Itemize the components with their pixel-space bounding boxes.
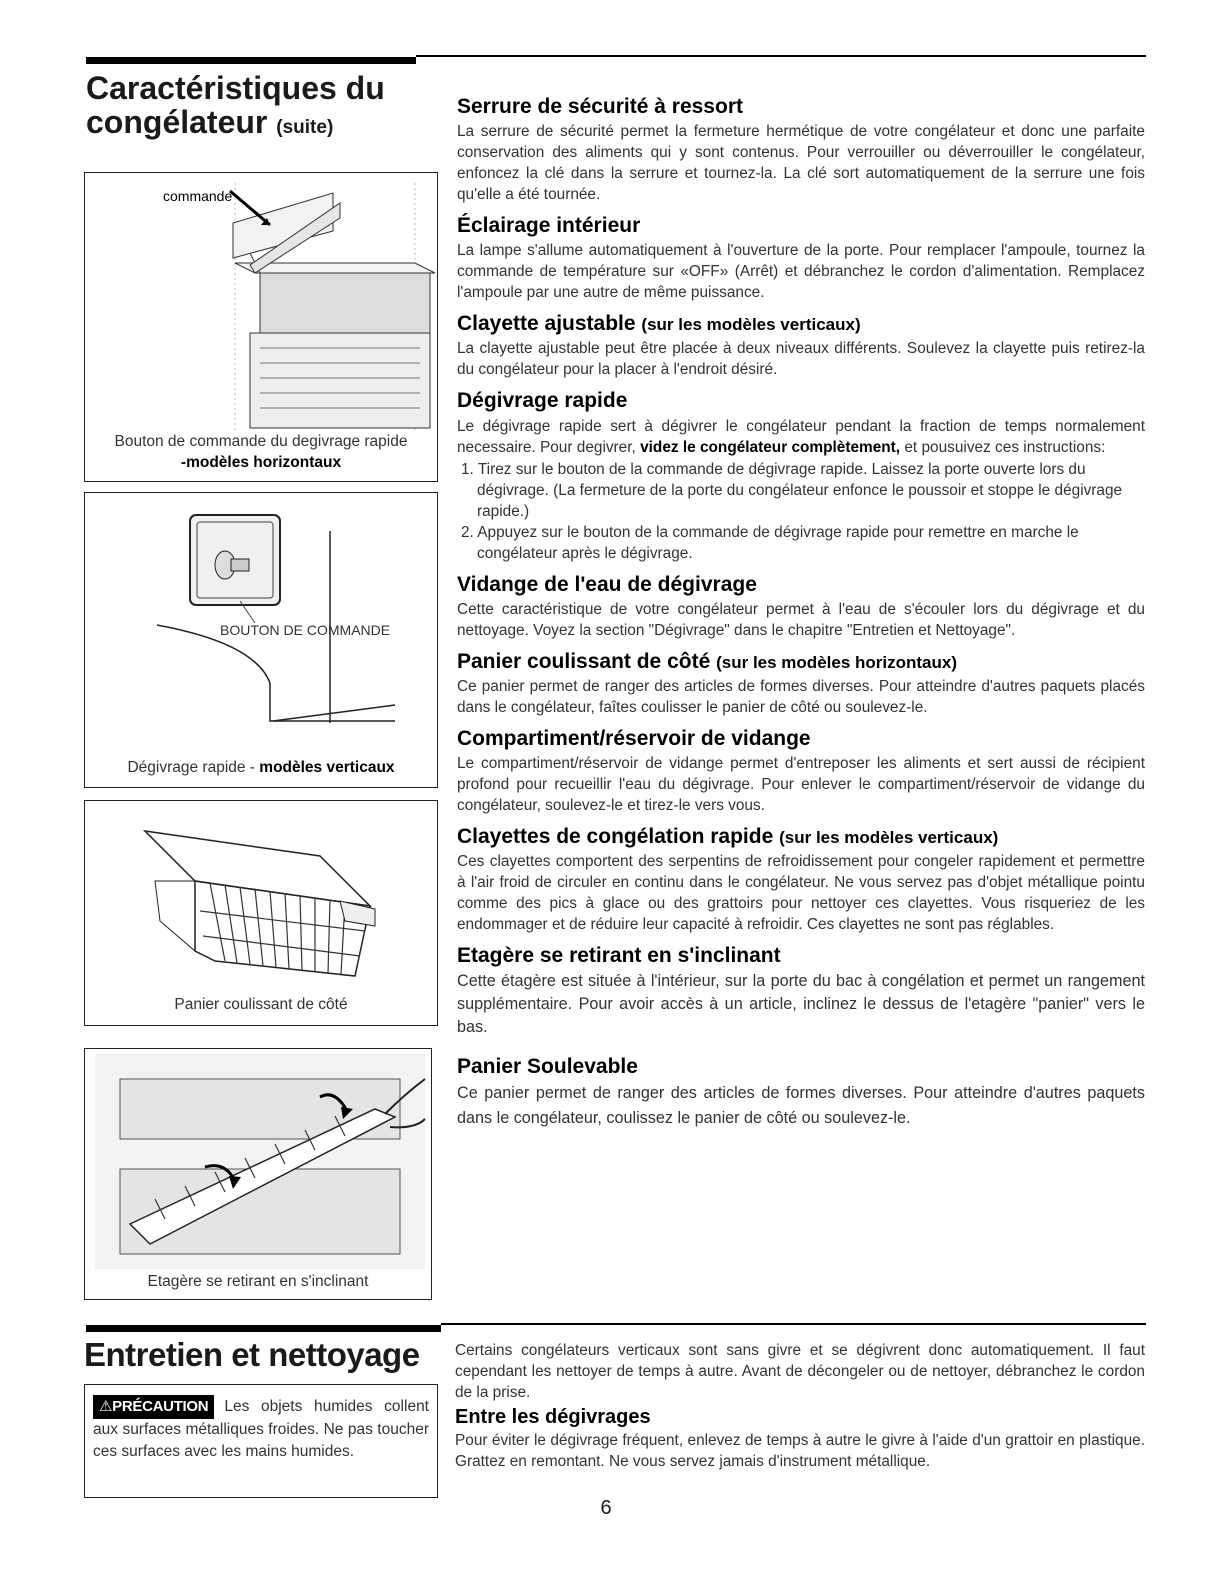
- feature-serrure: [457, 95, 1145, 205]
- figure-chest-freezer: [84, 172, 438, 482]
- page-number: 6: [600, 1497, 612, 1519]
- feature-text: La lampe s'allume automatiquement à l'ouverture de la porte. Pour remplacer l'ampoule, tournez la commande de température sur «OFF» (Arrêt) et débranchez le cordon d'alimentation. Remplacez l'ampoule par une autre de même puissance.: [457, 242, 1145, 302]
- caution-badge: ⚠PRÉCAUTION: [93, 1395, 214, 1419]
- header-rule-thick: [86, 57, 416, 64]
- feature-compartiment: [457, 727, 1145, 816]
- feature-title: [457, 312, 1145, 336]
- feature-text: La serrure de sécurité permet la fermeture hermétique de votre congélateur et donc une parfaite conservation des aliments qui y sont contenus. Pour verrouiller ou déverrouiller le congélateur, enfoncez la clé dans la serrure et tournez-la. La clé sort automatiquement de la serrure une fois qu'elle a été tournée.: [457, 123, 1145, 204]
- figure-sliding-basket: [84, 800, 438, 1026]
- sliding-basket-illustration: [85, 801, 437, 991]
- maintenance-column: [455, 1340, 1145, 1472]
- maintenance-title: Entretien et nettoyage: [84, 1336, 420, 1373]
- feature-text: La clayette ajustable peut être placée à deux niveaux différents. Soulevez la clayette puis retirez-la du congélateur pour la placer à l'endroit désiré.: [457, 340, 1145, 379]
- feature-clayette-ajustable: [457, 312, 1145, 380]
- feature-eclairage: [457, 214, 1145, 303]
- section-title-text: Caractéristiques du congélateur: [86, 70, 385, 140]
- section-title-suffix: (suite): [276, 116, 334, 138]
- step-item: 1. Tirez sur le bouton de la commande de dégivrage rapide. Laissez la porte ouverte lors du dégivrage. (La fermeture de la porte du congélateur enfonce le poussoir et stoppe le dégivrage rapide.): [461, 460, 1123, 520]
- feature-title: Serrure de sécurité à ressort: [457, 95, 743, 118]
- fig2-caption-bold: modèles verticaux: [259, 759, 395, 776]
- feature-text: Cette caractéristique de votre congélateur permet à l'eau de s'écouler lors du dégivrage et du nettoyage. Voyez la section "Dégivrage" dans le chapitre "Entretien et Nettoyage".: [457, 600, 1145, 639]
- feature-title-note: (sur les modèles horizontaux): [716, 652, 957, 672]
- features-column: [457, 95, 1145, 1140]
- feature-title: [457, 650, 1145, 674]
- fig4-caption: Etagère se retirant en s'inclinant: [147, 1273, 369, 1290]
- feature-text: Le compartiment/réservoir de vidange permet d'entreposer les aliments et sert aussi de récipient profond pour recueillir l'eau du dégivrage. Pour enlever le compartiment/réservoir de vidange du congélateur, soulevez-le et tirez-le vers vous.: [457, 754, 1145, 814]
- feature-title-note: (sur les modèles verticaux): [641, 315, 861, 335]
- feature-text: Ce panier permet de ranger des articles de formes diverses. Pour atteindre d'autres paquets placés dans le congélateur, faîtes coulisser le panier de côté ou soulevez-le.: [457, 677, 1145, 716]
- feature-title: Compartiment/réservoir de vidange: [457, 726, 811, 750]
- maintenance-subtext: Pour éviter le dégivrage fréquent, enlevez de temps à autre le givre à l'aide d'un grattoir en plastique. Grattez en remontant. Ne vous servez jamais d'instrument métallique.: [455, 1432, 1145, 1470]
- section-title: [86, 72, 426, 139]
- step-item: 2. Appuyez sur le bouton de la commande de dégivrage rapide pour remettre en marche le congélateur après le dégivrage.: [461, 523, 1079, 562]
- feature-clayettes-congelation: [457, 825, 1145, 935]
- maintenance-intro: Certains congélateurs verticaux sont sans givre et se dégivrent donc automatiquement. Il faut cependant les nettoyer de temps à autre. Avant de décongeler ou de nettoyer, débranchez le cordon de la prise.: [455, 1342, 1145, 1401]
- feature-title: Éclairage intérieur: [457, 214, 641, 238]
- maintenance-rule-thin: [441, 1323, 1146, 1325]
- feature-text: Cette étagère est située à l'intérieur, sur la porte du bac à congélation et permet un rangement supplémentaire. Pour avoir accès à un article, inclinez le dessus de l'etagère "panier" vers le bas.: [457, 972, 1145, 1037]
- feature-panier-coulissant: [457, 650, 1145, 718]
- fig1-caption-line2: -modèles horizontaux: [180, 454, 342, 471]
- feature-title: Vidange de l'eau de dégivrage: [457, 572, 757, 596]
- tilting-shelf-illustration: [85, 1049, 431, 1269]
- feature-text-before: Le dégivrage rapide sert à dégivrer le congélateur pendant la fraction de temps normalement necessaire. Pour degivrer,: [457, 417, 1145, 456]
- maintenance-subtitle: Entre les dégivrages: [455, 1406, 651, 1428]
- feature-title-note: (sur les modèles verticaux): [779, 827, 999, 847]
- header-rule-thin: [416, 55, 1146, 57]
- feature-text: Ces clayettes comportent des serpentins de refroidissement pour congeler rapidement et permettre à l'air froid de circuler en continu dans le congélateur. Ne vous servez pas d'objet métallique pointu comme des pics à glace ou des grattoirs pour nettoyer ces clayettes. Vous risqueriez de les endommager et de réduire leur capacité à refroidir. Ces clayettes ne sont pas réglables.: [457, 853, 1145, 934]
- feature-title: Etagère se retirant en s'inclinant: [457, 944, 781, 968]
- chest-freezer-illustration: [85, 173, 437, 433]
- feature-title-main: Clayette ajustable: [457, 312, 636, 336]
- commande-label: commande: [163, 188, 233, 204]
- maintenance-rule-thick: [86, 1325, 441, 1332]
- feature-title-main: Panier coulissant de côté: [457, 649, 711, 673]
- feature-vidange: [457, 573, 1145, 641]
- feature-title: Dégivrage rapide: [457, 389, 628, 413]
- figure-defrost-button: [84, 492, 438, 788]
- feature-text: Ce panier permet de ranger des articles de formes diverses. Pour atteindre d'autres paquets dans le congélateur, coulissez le panier de côté ou soulevez-le.: [457, 1084, 1145, 1128]
- fig2-caption-plain: Dégivrage rapide -: [127, 759, 260, 776]
- feature-text-bold: videz le congélateur complètement,: [640, 438, 901, 456]
- caution-box: [84, 1384, 438, 1498]
- bouton-de-commande-label: BOUTON DE COMMANDE: [220, 622, 391, 638]
- feature-text-after: et pousuivez ces instructions:: [900, 438, 1106, 456]
- feature-text: [457, 416, 1145, 458]
- fig1-caption-line1: Bouton de commande du degivrage rapide: [114, 433, 408, 450]
- feature-title: [457, 825, 1145, 849]
- fig1-caption: [85, 431, 437, 473]
- degivrage-steps: [457, 459, 1145, 564]
- feature-title: Panier Soulevable: [457, 1055, 638, 1079]
- fig2-caption: [85, 759, 437, 777]
- feature-degivrage-rapide: [457, 389, 1145, 563]
- figure-tilting-shelf: [84, 1048, 432, 1300]
- feature-title-main: Clayettes de congélation rapide: [457, 824, 774, 848]
- fig3-caption: Panier coulissant de côté: [174, 996, 348, 1013]
- caution-text: Les objets humides collent aux surfaces métalliques froides. Ne pas toucher ces surfaces avec les mains humides.: [93, 1398, 429, 1460]
- defrost-button-illustration: [85, 493, 437, 753]
- feature-etagere: [457, 944, 1145, 1039]
- feature-panier-soulevable: [457, 1055, 1145, 1131]
